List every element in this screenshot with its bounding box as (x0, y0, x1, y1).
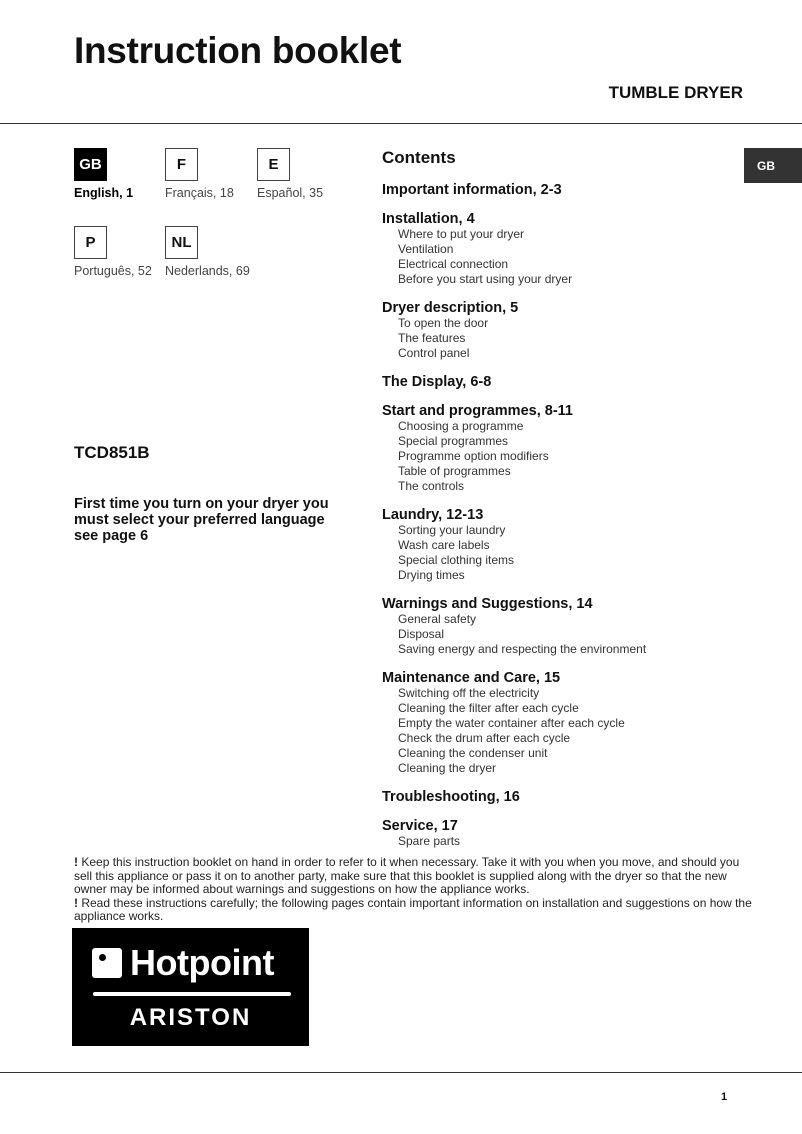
first-time-note: First time you turn on your dryer you must select your preferred language see page 6 (74, 496, 329, 544)
contents-section (382, 403, 742, 494)
contents-section (382, 596, 742, 657)
model-number: TCD851B (74, 443, 150, 462)
language-gb[interactable] (74, 148, 164, 200)
contents-section (382, 818, 742, 849)
language-nl[interactable] (165, 226, 255, 278)
section-heading: Laundry, 12-13 (382, 507, 484, 523)
section-item: Drying times (398, 568, 465, 582)
notes (74, 856, 754, 924)
section-item: Table of programmes (398, 464, 511, 478)
note-text: Read these instructions carefully; the following pages contain important information on installation and suggestions on how the appliance works. (74, 895, 752, 923)
section-heading: Service, 17 (382, 818, 458, 834)
contents-section (382, 507, 742, 583)
section-item: General safety (398, 612, 477, 626)
language-label: English, 1 (74, 186, 134, 200)
section-item: To open the door (398, 316, 489, 330)
language-p[interactable] (74, 226, 164, 278)
section-item: Cleaning the dryer (398, 761, 497, 775)
language-label: Nederlands, 69 (165, 264, 250, 278)
section-item: Empty the water container after each cycle (398, 716, 625, 730)
section-heading: Important information, 2-3 (382, 182, 562, 198)
language-label: Français, 18 (165, 186, 234, 200)
section-item: Choosing a programme (398, 419, 524, 433)
section-item: Switching off the electricity (398, 686, 540, 700)
section-item: Cleaning the condenser unit (398, 746, 548, 760)
logo-sub: ARISTON (129, 1004, 252, 1031)
section-item: Disposal (398, 627, 445, 641)
section-heading: Dryer description, 5 (382, 300, 519, 316)
section-item: Ventilation (398, 242, 454, 256)
section-item: Special clothing items (398, 553, 515, 567)
section-heading: Maintenance and Care, 15 (382, 670, 561, 686)
language-code-box: GB (74, 148, 107, 181)
document-title: Instruction booklet (74, 30, 402, 71)
language-label: Português, 52 (74, 264, 152, 278)
language-code-box: E (257, 148, 290, 181)
section-item: Programme option modifiers (398, 449, 549, 463)
language-e[interactable] (257, 148, 347, 200)
contents-section (382, 211, 742, 287)
logo-divider (93, 992, 291, 996)
bottom-divider (0, 1072, 802, 1073)
section-item: Where to put your dryer (398, 227, 525, 241)
language-code-box: F (165, 148, 198, 181)
section-item: Electrical connection (398, 257, 509, 271)
document-subtitle: TUMBLE DRYER (608, 83, 743, 102)
contents-title: Contents (382, 148, 456, 167)
section-item: Special programmes (398, 434, 509, 448)
section-item: The controls (398, 479, 465, 493)
logo-brand: Hotpoint (130, 942, 274, 983)
section-item: Control panel (398, 346, 470, 360)
logo-mark-icon (92, 948, 122, 978)
table-of-contents (382, 148, 742, 862)
section-item: Check the drum after each cycle (398, 731, 571, 745)
section-heading: Start and programmes, 8-11 (382, 403, 573, 419)
top-divider (0, 123, 802, 124)
section-heading: The Display, 6-8 (382, 374, 492, 390)
warning-icon: ! (74, 855, 78, 869)
language-side-tab: GB (744, 148, 802, 183)
section-item: Sorting your laundry (398, 523, 506, 537)
contents-section (382, 374, 742, 390)
contents-section (382, 789, 742, 805)
language-code-box: NL (165, 226, 198, 259)
page-number: 1 (721, 1091, 728, 1103)
section-heading: Installation, 4 (382, 211, 475, 227)
section-item: Wash care labels (398, 538, 490, 552)
note-text: Keep this instruction booklet on hand in order to refer to it when necessary. Take it with you when you move, and should you sell this appliance or pass it on to another party, make sure that this booklet is supplied along with the dryer so that the new owner may be informed about warnings and suggestions on how the appliance works. (74, 855, 740, 896)
section-heading: Warnings and Suggestions, 14 (382, 596, 593, 612)
section-item: Before you start using your dryer (398, 272, 573, 286)
language-f[interactable] (165, 148, 255, 200)
contents-section (382, 670, 742, 776)
section-heading: Troubleshooting, 16 (382, 789, 520, 805)
contents-section (382, 182, 742, 198)
section-item: The features (398, 331, 466, 345)
warning-icon: ! (74, 895, 78, 910)
note (74, 856, 754, 897)
language-label: Español, 35 (257, 186, 324, 200)
contents-section (382, 300, 742, 361)
language-code-box: P (74, 226, 107, 259)
section-item: Spare parts (398, 834, 461, 848)
section-item: Cleaning the filter after each cycle (398, 701, 579, 715)
note (74, 897, 754, 924)
section-item: Saving energy and respecting the environment (398, 642, 647, 656)
brand-logo (72, 928, 309, 1046)
